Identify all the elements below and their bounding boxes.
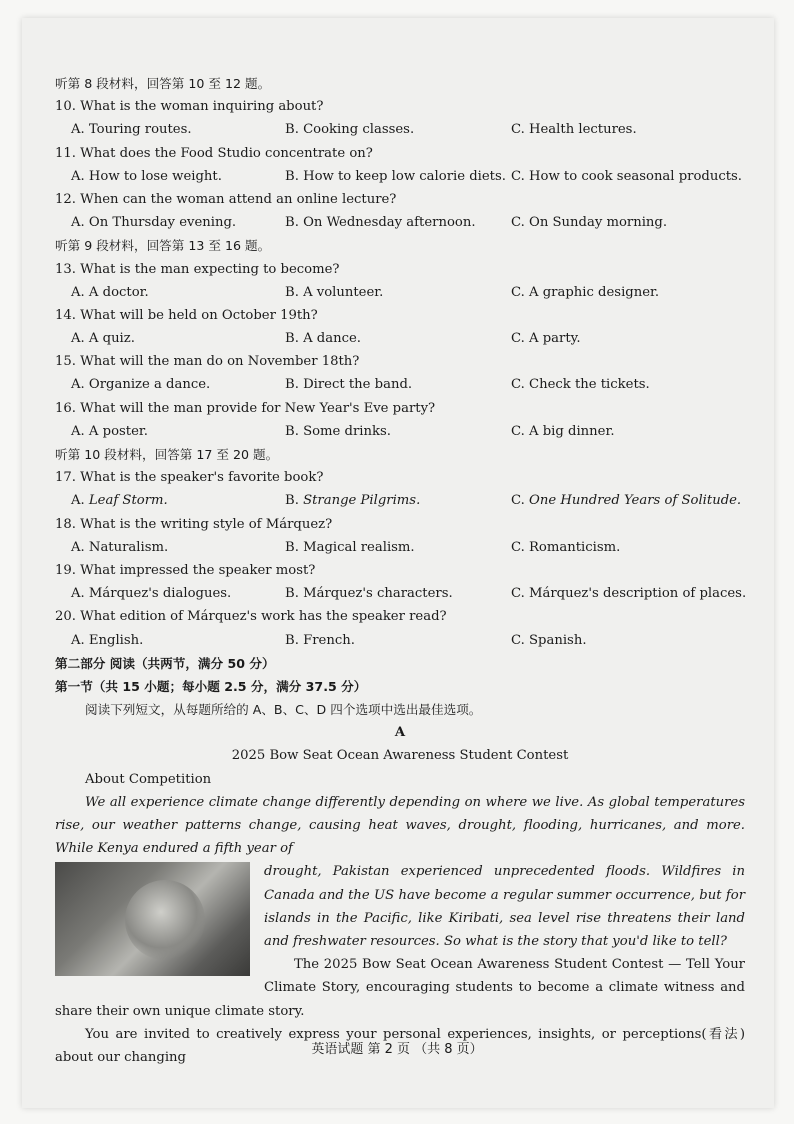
italic-paragraph-2: drought, Pakistan experienced unprecedented floods. Wildfires in Canada and the US have become a regular summer occurrence, but for islands in the Pacific, like Kiribati, sea level rise threatens their land and freshwater resources. So what is the story that you'd like to tell? [264,864,745,950]
option-a: A. A poster. [71,423,148,439]
question-11: 11. What does the Food Studio concentrate on? [55,145,373,161]
option-b: B. A volunteer. [285,284,384,300]
question-16: 16. What will the man provide for New Year's Eve party? [55,400,436,416]
italic-paragraph-1: We all experience climate change differently depending on where we live. As global temperatures rise, our weather patterns change, causing heat waves, drought, flooding, hurricanes, and more. While Kenya endured a fifth year of [55,794,745,857]
page-footer: 英语试题 第 2 页 （共 8 页） [311,1042,483,1057]
option-c: C. Spanish. [511,632,587,648]
option-b: B. How to keep low calorie diets. [285,168,506,184]
option-a: A. How to lose weight. [71,168,222,184]
reading-section-title: 第一节（共 15 小题；每小题 2.5 分，满分 37.5 分） [55,678,367,694]
option-b [285,489,420,512]
option-c: C. Health lectures. [511,122,637,138]
option-b: B. Some drinks. [285,423,391,439]
section8-intro: 听第 8 段材料，回答第 10 至 12 题。 [55,76,271,91]
option-b: B. Magical realism. [285,539,415,555]
option-c: C. Check the tickets. [511,377,650,393]
book-title: One Hundred Years of Solitude. [529,493,742,509]
question-19: 19. What impressed the speaker most? [55,562,316,578]
option-b: B. On Wednesday afternoon. [285,215,476,231]
option-b: B. Direct the band. [285,377,413,393]
option-c: C. Márquez's description of places. [511,586,747,602]
option-c: C. On Sunday morning. [511,215,668,231]
options-16 [55,420,745,443]
climate-photo [55,862,250,976]
question-20: 20. What edition of Márquez's work has the speaker read? [55,609,447,625]
options-10 [55,118,745,141]
question-10: 10. What is the woman inquiring about? [55,99,324,115]
question-17: 17. What is the speaker's favorite book? [55,470,324,486]
option-b: B. A dance. [285,331,361,347]
options-15 [55,373,745,396]
option-letter: C. [511,493,525,509]
option-a: A. English. [71,632,144,648]
passage-body [55,860,745,1022]
page-content [55,72,745,1069]
options-12 [55,211,745,234]
reading-part-title: 第二部分 阅读（共两节，满分 50 分） [55,655,275,671]
question-12: 12. When can the woman attend an online lecture? [55,191,397,207]
option-a: A. On Thursday evening. [71,215,237,231]
option-c: C. Romanticism. [511,539,621,555]
option-c [511,489,741,512]
reading-instruction: 阅读下列短文，从每题所给的 A、B、C、D 四个选项中选出最佳选项。 [85,702,482,718]
option-a: A. Márquez's dialogues. [71,586,232,602]
invite-paragraph: You are invited to creatively express your personal experiences, insights, or perceptions(看法) about our changing [55,1026,745,1066]
passage-title: 2025 Bow Seat Ocean Awareness Student Contest [231,748,569,764]
question-18: 18. What is the writing style of Márquez? [55,516,333,532]
option-a: A. Naturalism. [71,539,169,555]
option-c: C. A party. [511,331,581,347]
option-a: A. A quiz. [71,331,135,347]
options-14 [55,327,745,350]
option-c: C. A graphic designer. [511,284,660,300]
option-a: A. Organize a dance. [71,377,211,393]
option-a: A. A doctor. [71,284,149,300]
options-20 [55,629,745,652]
question-13: 13. What is the man expecting to become? [55,261,340,277]
option-a: A. Touring routes. [71,122,192,138]
question-15: 15. What will the man do on November 18th? [55,354,360,370]
options-11 [55,165,745,188]
passage-letter: A [394,725,406,741]
contest-paragraph: The 2025 Bow Seat Ocean Awareness Student Contest — Tell Your Climate Story, encouraging students to become a climate witness and share their own unique climate story. [55,957,745,1019]
book-title: Strange Pilgrims. [303,493,421,509]
option-letter: A. [71,493,85,509]
option-c: C. How to cook seasonal products. [511,168,742,184]
option-a [71,489,168,512]
option-letter: B. [285,493,299,509]
options-18 [55,536,745,559]
options-19 [55,582,745,605]
option-c: C. A big dinner. [511,423,615,439]
option-b: B. Márquez's characters. [285,586,453,602]
question-14: 14. What will be held on October 19th? [55,307,318,323]
book-title: Leaf Storm. [88,493,168,509]
section9-intro: 听第 9 段材料，回答第 13 至 16 题。 [55,238,271,254]
options-17 [55,489,745,512]
option-b: B. Cooking classes. [285,122,415,138]
about-heading: About Competition [85,771,212,787]
section10-intro: 听第 10 段材料，回答第 17 至 20 题。 [55,447,279,462]
option-b: B. French. [285,632,355,648]
options-13 [55,281,745,304]
